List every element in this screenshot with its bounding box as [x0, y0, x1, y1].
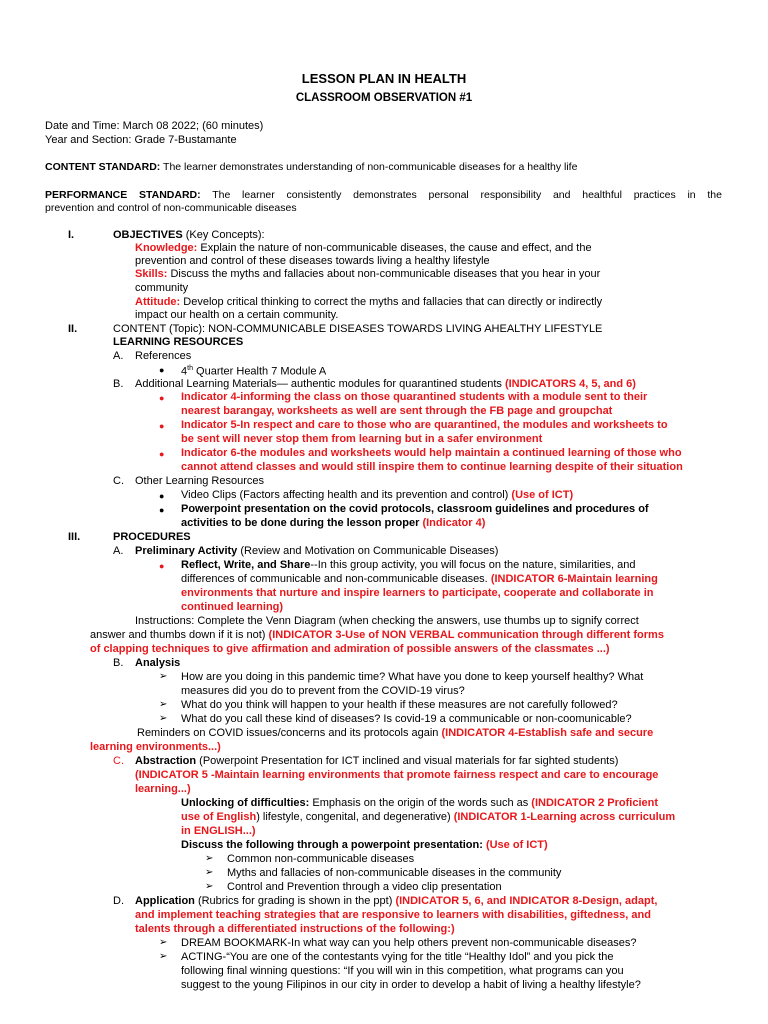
analysis-question-3: What do you call these kind of diseases? Is covid-19 a communicable or non-coomunicable?	[181, 713, 632, 725]
performance-standard-line1: PERFORMANCE STANDARD: The learner consistently demonstrates personal responsibility and healthful practices in the	[45, 189, 722, 201]
document-title: LESSON PLAN IN HEALTH	[301, 71, 467, 86]
knowledge-objective: Knowledge: Explain the nature of non-communicable diseases, the cause and effect, and the	[135, 242, 592, 254]
attitude-objective-cont: impact our health on a certain community.	[135, 309, 339, 321]
application-heading: Application (Rubrics for grading is shown in the ppt) (INDICATOR 5, 6, and INDICATOR 8-Design, adapt,	[135, 895, 658, 907]
add-mat-label: B.	[113, 378, 124, 390]
acting-item: ACTING-“You are one of the contestants vying for the title “Healthy Idol” and you pick the	[181, 951, 614, 963]
video-clips-item: Video Clips (Factors affecting health and its prevention and control) (Use of ICT)	[181, 489, 574, 501]
performance-standard-line2: prevention and control of non-communicable diseases	[45, 202, 297, 214]
rws-activity-cont: differences of communicable and non-communicable diseases. (INDICATOR 6-Maintain learning	[181, 573, 658, 585]
unlocking-indicator: in ENGLISH...)	[181, 825, 256, 837]
arrow-bullet-icon: ➢	[159, 699, 168, 710]
knowledge-label: Knowledge:	[135, 242, 198, 254]
arrow-bullet-icon: ➢	[159, 951, 168, 962]
other-resources-heading: Other Learning Resources	[135, 475, 265, 487]
document-subtitle: CLASSROOM OBSERVATION #1	[295, 92, 473, 104]
performance-standard-label: PERFORMANCE STANDARD:	[45, 189, 201, 201]
analysis-question-1-cont: measures did you do to prevent from the COVID-19 virus?	[181, 685, 465, 697]
attitude-label: Attitude:	[135, 296, 181, 308]
abstraction-label: C.	[113, 755, 124, 767]
procedures-heading: PROCEDURES	[113, 531, 191, 543]
abstraction-indicator: (INDICATOR 5 -Maintain learning environments that promote fairness respect and care to encourage	[135, 769, 659, 781]
analysis-question-1: How are you doing in this pandemic time? What have you done to keep yourself healthy? What	[181, 671, 644, 683]
bullet-icon: ●	[159, 365, 165, 375]
additional-materials: Additional Learning Materials— authentic modules for quarantined students (INDICATORS 4, 5, and 6)	[135, 378, 636, 390]
arrow-bullet-icon: ➢	[159, 713, 168, 724]
instructions-indicator: of clapping techniques to give affirmation and admiration of possible answers of the classmates ...)	[90, 643, 610, 655]
analysis-question-2: What do you think will happen to your health if these measures are not carefully followed?	[181, 699, 618, 711]
application-indicator: and implement teaching strategies that are responsive to learners with disabilities, giftedness, and	[135, 909, 651, 921]
prelim-label: A.	[113, 545, 124, 557]
other-res-label: C.	[113, 475, 124, 487]
reference-item: 4th Quarter Health 7 Module A	[181, 365, 327, 378]
indicator-4-text-cont: nearest barangay, worksheets as well are sent through the FB page and groupchat	[181, 405, 613, 417]
bullet-icon: ●	[159, 561, 165, 571]
ppt-item-cont: activities to be done during the lesson proper (Indicator 4)	[181, 517, 486, 529]
dream-bookmark-item: DREAM BOOKMARK-In what way can you help others prevent non-communicable diseases?	[181, 937, 637, 949]
instructions-text: Instructions: Complete the Venn Diagram (when checking the answers, use thumbs up to signify correct	[135, 615, 639, 627]
analysis-heading: Analysis	[135, 657, 181, 669]
ppt-item: Powerpoint presentation on the covid protocols, classroom guidelines and procedures of	[181, 503, 649, 515]
knowledge-objective-cont: prevention and control of these diseases towards living a healthy lifestyle	[135, 255, 490, 267]
bullet-icon: ●	[159, 449, 165, 459]
date-time: Date and Time: March 08 2022; (60 minutes)	[45, 120, 264, 132]
section-number-3: III.	[68, 531, 81, 543]
bullet-icon: ●	[159, 421, 165, 431]
analysis-label: B.	[113, 657, 124, 669]
unlocking-difficulties: Unlocking of difficulties: Emphasis on the origin of the words such as (INDICATOR 2 Proficient	[181, 797, 659, 809]
content-standard-text: The learner demonstrates understanding of non-communicable diseases for a healthy life	[160, 161, 578, 173]
rws-activity: Reflect, Write, and Share--In this group activity, you will focus on the nature, similarities, and	[181, 559, 636, 571]
bullet-icon: ●	[159, 393, 165, 403]
content-topic: CONTENT (Topic): NON-COMMUNICABLE DISEASES TOWARDS LIVING AHEALTHY LIFESTYLE	[113, 323, 603, 335]
discuss-heading: Discuss the following through a powerpoint presentation: (Use of ICT)	[181, 839, 548, 851]
reminders-text: Reminders on COVID issues/concerns and its protocols again (INDICATOR 4-Establish safe and secure	[137, 727, 654, 739]
preliminary-activity: Preliminary Activity (Review and Motivation on Communicable Diseases)	[135, 545, 499, 557]
arrow-bullet-icon: ➢	[205, 881, 214, 892]
arrow-bullet-icon: ➢	[205, 867, 214, 878]
bullet-icon: ●	[159, 491, 165, 501]
application-indicator-cont: talents through a differentiated instructions of the following:)	[135, 923, 455, 935]
arrow-bullet-icon: ➢	[159, 937, 168, 948]
indicator-5-text-cont: be sent will never stop them from learning but in a safer environment	[181, 433, 543, 445]
attitude-objective: Attitude: Develop critical thinking to correct the myths and fallacies that can directly or indirectly	[135, 296, 603, 308]
skills-objective-cont: community	[135, 282, 189, 294]
learning-resources-heading: LEARNING RESOURCES	[113, 336, 244, 348]
application-label: D.	[113, 895, 124, 907]
reminders-indicator: learning environments...)	[90, 741, 221, 753]
skills-objective: Skills: Discuss the myths and fallacies about non-communicable diseases that you hear in your	[135, 268, 601, 280]
discuss-item-3: Control and Prevention through a video clip presentation	[227, 881, 502, 893]
acting-item-cont: following final winning questions: “If you will win in this competition, what programs can you	[181, 965, 624, 977]
abstraction-indicator-cont: learning...)	[135, 783, 191, 795]
unlocking-difficulties-cont: use of English) lifestyle, congenital, and degenerative) (INDICATOR 1-Learning across curriculum	[181, 811, 676, 823]
indicator-5-text: Indicator 5-In respect and care to those who are quarantined, the modules and worksheets to	[181, 419, 668, 431]
arrow-bullet-icon: ➢	[159, 671, 168, 682]
indicator-6-text-cont: cannot attend classes and would still inspire them to continue learning despite of their situation	[181, 461, 683, 473]
ref-label: A.	[113, 350, 124, 362]
content-standard	[45, 160, 577, 174]
references-heading: References	[135, 350, 192, 362]
indicator-6-text: Indicator 6-the modules and worksheets would help maintain a continued learning of those who	[181, 447, 682, 459]
discuss-item-1: Common non-communicable diseases	[227, 853, 415, 865]
section-number-1: I.	[68, 229, 75, 241]
discuss-item-2: Myths and fallacies of non-communicable diseases in the community	[227, 867, 562, 879]
acting-item-cont-2: suggest to the young Filipinos in our city in order to develop a habit of living a healthy lifestyle?	[181, 979, 641, 991]
content-standard-label: CONTENT STANDARD:	[45, 161, 161, 173]
abstraction-heading: Abstraction (Powerpoint Presentation for ICT inclined and visual materials for far sighted students)	[135, 755, 619, 767]
skills-label: Skills:	[135, 268, 168, 280]
objectives-heading: OBJECTIVES (Key Concepts):	[113, 229, 265, 241]
arrow-bullet-icon: ➢	[205, 853, 214, 864]
indicator-4-text: Indicator 4-informing the class on those quarantined students with a module sent to their	[181, 391, 648, 403]
rws-indicator: environments that nurture and inspire learners to participate, cooperate and collaborate in	[181, 587, 654, 599]
instructions-text-cont: answer and thumbs down if it is not) (INDICATOR 3-Use of NON VERBAL communication through different forms	[90, 629, 664, 641]
bullet-icon: ●	[159, 505, 165, 515]
rws-indicator-cont: continued learning)	[181, 601, 284, 613]
section-number-2: II.	[68, 323, 78, 335]
year-section: Year and Section: Grade 7-Bustamante	[45, 134, 237, 146]
